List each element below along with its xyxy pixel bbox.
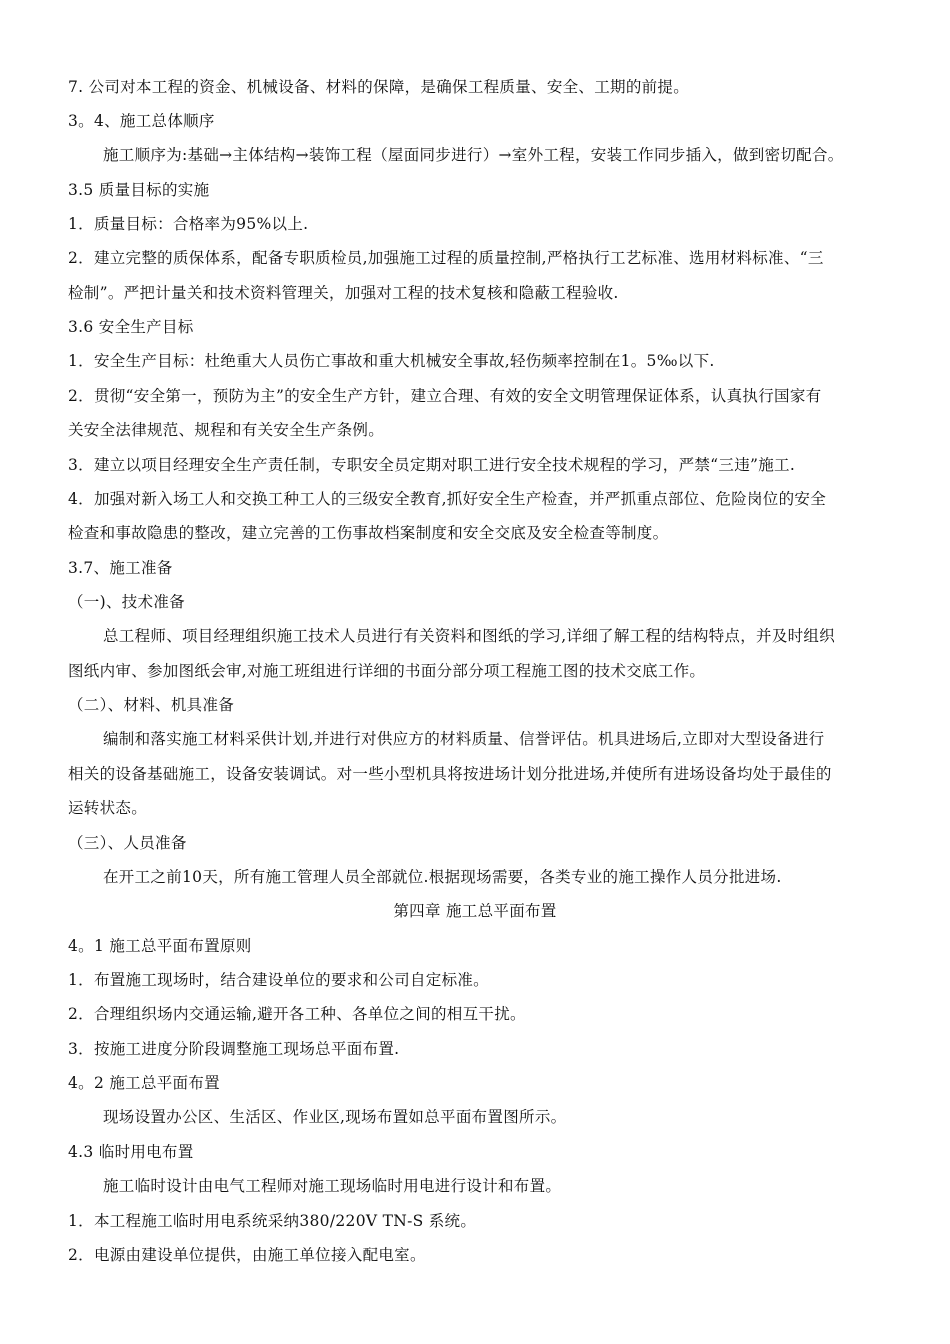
- layout-item-1: 1．布置施工现场时，结合建设单位的要求和公司自定标准。: [68, 971, 489, 989]
- section-3-7-heading: 3.7、施工准备: [68, 559, 173, 577]
- temporary-power-paragraph: 施工临时设计由电气工程师对施工现场临时用电进行设计和布置。: [103, 1177, 562, 1195]
- personnel-prep-paragraph: 在开工之前10天，所有施工管理人员全部就位.根据现场需要，各类专业的施工操作人员分批进场.: [103, 868, 782, 886]
- personnel-prep-heading: （三）、人员准备: [68, 834, 187, 852]
- power-item-1: 1．本工程施工临时用电系统采纳380/220V TN-S 系统。: [68, 1212, 477, 1230]
- materials-prep-line-3: 运转状态。: [68, 799, 148, 817]
- section-4-2-heading: 4。2 施工总平面布置: [68, 1074, 220, 1092]
- item-7-resources: 7. 公司对本工程的资金、机械设备、材料的保障，是确保工程质量、安全、工期的前提。: [68, 78, 690, 96]
- site-layout-paragraph: 现场设置办公区、生活区、作业区,现场布置如总平面布置图所示。: [103, 1108, 567, 1126]
- safety-item-2-line-2: 关安全法律规范、规程和有关安全生产条例。: [68, 421, 385, 439]
- layout-item-2: 2．合理组织场内交通运输,避开各工种、各单位之间的相互干扰。: [68, 1005, 526, 1023]
- section-3-4-heading: 3。4、施工总体顺序: [68, 112, 215, 130]
- section-3-5-heading: 3.5 质量目标的实施: [68, 181, 210, 199]
- safety-item-4-line-2: 检查和事故隐患的整改，建立完善的工伤事故档案制度和安全交底及安全检查等制度。: [68, 524, 669, 542]
- construction-sequence-paragraph: 施工顺序为:基础→主体结构→装饰工程（屋面同步进行）→室外工程，安装工作同步插入，做到密切配合。: [103, 146, 844, 164]
- quality-item-2-line-2: 检制”。严把计量关和技术资料管理关，加强对工程的技术复核和隐蔽工程验收.: [68, 284, 619, 302]
- chapter-4-title: 第四章 施工总平面布置: [393, 902, 557, 920]
- power-item-2: 2．电源由建设单位提供，由施工单位接入配电室。: [68, 1246, 426, 1264]
- section-3-6-heading: 3.6 安全生产目标: [68, 318, 194, 336]
- safety-item-3: 3．建立以项目经理安全生产责任制，专职安全员定期对职工进行安全技术规程的学习，严禁“三违”施工.: [68, 456, 796, 474]
- section-4-1-heading: 4。1 施工总平面布置原则: [68, 937, 252, 955]
- materials-prep-line-2: 相关的设备基础施工，设备安装调试。对一些小型机具将按进场计划分批进场,并使所有进场设备均处于最佳的: [68, 765, 832, 783]
- safety-item-1: 1．安全生产目标：杜绝重大人员伤亡事故和重大机械安全事故,轻伤频率控制在1。5‰以下.: [68, 352, 715, 370]
- technical-prep-heading: （一)、技术准备: [68, 593, 185, 611]
- technical-prep-line-2: 图纸内审、参加图纸会审,对施工班组进行详细的书面分部分项工程施工图的技术交底工作。: [68, 662, 706, 680]
- materials-prep-heading: （二）、材料、机具准备: [68, 696, 235, 714]
- section-4-3-heading: 4.3 临时用电布置: [68, 1143, 194, 1161]
- safety-item-4-line-1: 4．加强对新入场工人和交换工种工人的三级安全教育,抓好安全生产检查，并严抓重点部位、危险岗位的安全: [68, 490, 826, 508]
- quality-item-1: 1．质量目标：合格率为95%以上.: [68, 215, 309, 233]
- technical-prep-line-1: 总工程师、项目经理组织施工技术人员进行有关资料和图纸的学习,详细了解工程的结构特点，并及时组织: [103, 627, 836, 645]
- layout-item-3: 3．按施工进度分阶段调整施工现场总平面布置.: [68, 1040, 400, 1058]
- quality-item-2-line-1: 2．建立完整的质保体系，配备专职质检员,加强施工过程的质量控制,严格执行工艺标准、选用材料标准、“三: [68, 249, 824, 267]
- materials-prep-line-1: 编制和落实施工材料采供计划,并进行对供应方的材料质量、信誉评估。机具进场后,立即对大型设备进行: [103, 730, 825, 748]
- safety-item-2-line-1: 2．贯彻“安全第一，预防为主”的安全生产方针，建立合理、有效的安全文明管理保证体系，认真执行国家有: [68, 387, 822, 405]
